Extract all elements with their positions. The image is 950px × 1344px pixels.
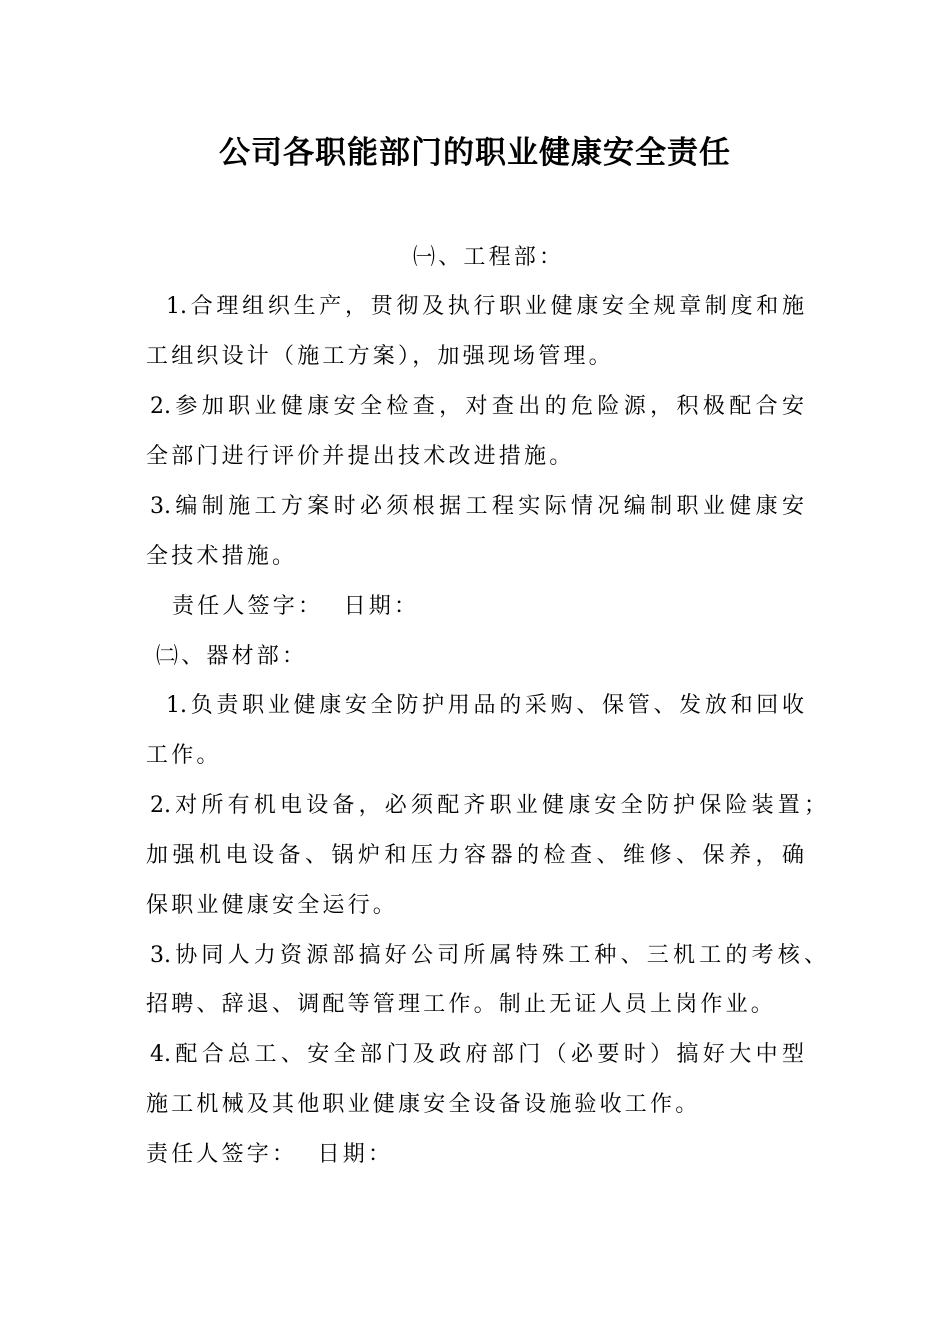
signature-date-line: 责任人签字： 日期： <box>172 594 420 619</box>
paragraph-line: 工作。 <box>146 743 222 768</box>
document-title: 公司各职能部门的职业健康安全责任 <box>219 135 731 171</box>
paragraph-line: 全技术措施。 <box>146 544 298 569</box>
paragraph-line: 2.参加职业健康安全检查，对查出的危险源，积极配合安 <box>150 394 804 419</box>
section-heading-engineering: ㈠、工程部： <box>413 245 565 270</box>
paragraph-line: 加强机电设备、锅炉和压力容器的检查、维修、保养，确 <box>146 843 804 868</box>
paragraph-line: 3.编制施工方案时必须根据工程实际情况编制职业健康安 <box>150 494 804 519</box>
paragraph-line: 3.协同人力资源部搞好公司所属特殊工种、三机工的考核、 <box>150 943 826 968</box>
paragraph-line: 工组织设计（施工方案），加强现场管理。 <box>146 344 614 369</box>
paragraph-line: 施工机械及其他职业健康安全设备设施验收工作。 <box>146 1092 701 1117</box>
section-heading-equipment: ㈡、器材部： <box>156 644 308 669</box>
paragraph-line: 招聘、辞退、调配等管理工作。制止无证人员上岗作业。 <box>146 992 777 1017</box>
paragraph-line: 2.对所有机电设备，必须配齐职业健康安全防护保险装置； <box>150 793 826 818</box>
paragraph-line: 保职业健康安全运行。 <box>146 893 399 918</box>
paragraph-line: 4.配合总工、安全部门及政府部门（必要时）搞好大中型 <box>150 1042 804 1067</box>
paragraph-line: 全部门进行评价并提出技术改进措施。 <box>146 444 575 469</box>
paragraph-line: 1.合理组织生产，贯彻及执行职业健康安全规章制度和施 <box>166 294 804 319</box>
signature-date-line: 责任人签字： 日期： <box>146 1142 394 1167</box>
paragraph-line: 1.负责职业健康安全防护用品的采购、保管、发放和回收 <box>166 693 804 718</box>
